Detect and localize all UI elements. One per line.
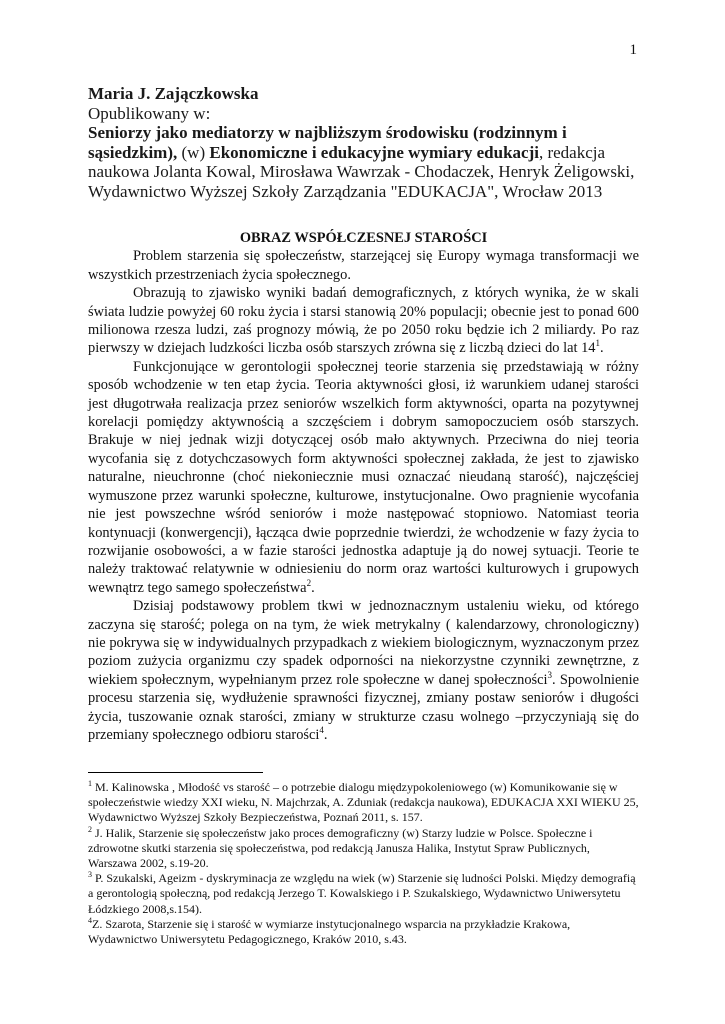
citation (88, 123, 648, 201)
in-marker: (w) (177, 142, 210, 162)
footnote-ref-1[interactable]: 1 (595, 338, 600, 349)
footnote-2 (88, 826, 639, 872)
footnote-ref-2[interactable]: 2 (306, 577, 312, 588)
author-name: Maria J. Zajączkowska (88, 84, 259, 103)
footnote-4 (88, 917, 639, 947)
footnote-3 (88, 871, 639, 917)
footnote-text: Z. Szarota, Starzenie się i starość w wymiarze instytucjonalnego wsparcia na przykładzie Krakowa, Wydawnictwo Uniwersytetu Pedagogicznego, Kraków 2010, s.43. (88, 916, 571, 947)
series-title: Ekonomiczne i edukacyjne wymiary edukacji (209, 142, 539, 162)
paragraph-4-text-a: Dzisiaj podstawowy problem tkwi w jednoznacznym ustaleniu wieku, od którego zaczyna się starość; polega on na tym, że wiek metrykalny ( kalendarzowy, chronologiczny) nie pokrywa się w indywidualnych przypadkach z wiekiem biologicznym, wyznaczonym przez poziom zużycia organizmu czy spadek odporności na niekorzystne czynniki zewnętrzne, z wiekiem społecznym, wypełnianym przez role społeczne w danej społeczności (88, 598, 639, 688)
paragraph-3-end: . (311, 579, 315, 596)
editors-text: , redakcja naukowa Jolanta Kowal, Mirosława Wawrzak - Chodaczek, Henryk Żeligowski, Wydawnictwo Wyższej Szkoły Zarządzania "EDUKACJA", Wrocław 2013 (88, 142, 635, 201)
paragraph-2-text: Obrazują to zjawisko wyniki badań demograficznych, z których wynika, że w skali świata ludzie powyżej 60 roku życia i starsi stanowią 20% populacji; obecnie jest to ponad 600 milionowa rzesza ludzi, zaś prognozy mówią, że po 2050 roku będzie ich 2 miliardy. Po raz pierwszy w dziejach ludzkości liczba osób starszych zrówna się z liczbą dzieci do lat 14 (88, 285, 639, 357)
article-body (88, 229, 639, 744)
paragraph-2-end: . (599, 340, 604, 357)
footnote-1 (88, 780, 639, 826)
footnote-mark: 2 (88, 824, 92, 834)
book-title: Seniorzy jako mediatorzy w najbliższym środowisku (rodzinnym i sąsiedzkim), (88, 123, 567, 162)
page-number: 1 (629, 42, 637, 58)
paragraph-4-end: . (323, 726, 328, 743)
footnote-text: P. Szukalski, Ageizm - dyskryminacja ze względu na wiek (w) Starzenie się ludności Polski. Między demografią a gerontologią społeczną, pod redakcją Jerzego T. Kowalskiego i P. Szukalskiego, Wydawnictwo Uniwersytetu Łódzkiego 2008,s.154). (88, 871, 636, 916)
published-label: Opublikowany w: (88, 103, 211, 123)
footnotes (88, 772, 639, 947)
paragraph-1: Problem starzenia się społeczeństw, starzejącej się Europy wymaga transformacji we wszystkich przestrzeniach życia społecznego. (88, 248, 639, 283)
footnote-ref-3[interactable]: 3 (547, 669, 553, 680)
footnote-separator (88, 772, 263, 773)
paragraph-4-text-b: . Spowolnienie procesu starzenia się, wydłużenie sprawności fizycznej, zmiany postaw seniorów i długości życia, tuszowanie oznak starości, zmiany w strukturze czasu wolnego –przyczyniają się do przemiany społecznego odbioru starości (88, 671, 639, 743)
footnote-text: J. Halik, Starzenie się społeczeństw jako proces demograficzny (w) Starzy ludzie w Polsce. Społeczne i zdrowotne skutki starzenia się społeczeństwa, pod redakcją Janusza Halika, Instytut Spraw Publicznych, Warszawa 2002, s.19-20. (88, 825, 593, 871)
footnote-mark: 3 (88, 870, 92, 880)
paragraph-3 (88, 358, 639, 597)
publication-header (88, 84, 648, 201)
footnote-ref-4[interactable]: 4 (319, 725, 324, 736)
paragraph-2 (88, 284, 639, 358)
footnote-mark: 4 (88, 915, 92, 925)
paragraph-3-text: Funkcjonujące w gerontologii społecznej teorie starzenia się przedstawiają w różny sposób wchodzenie w ten etap życia. Teoria aktywności głosi, iż warunkiem udanej starości jest długotrwała realizacja przez seniorów wszelkich form aktywności, oparta na pozytywnej korelacji pomiędzy aktywnością a szczęściem i dobrym samopoczuciem osób starszych. Brakuje w niej jednak wizji dotyczącej osób mało aktywnych. Przeciwna do niej teoria wycofania się z dotychczasowych form aktywności społecznej zakłada, że jest to zjawisko naturalne, nieuchronne (choć niekoniecznie musi oznaczać nieudaną starość), najczęściej wymuszone przez warunki społeczne, kulturowe, instytucjonalne. Owo pragnienie wycofania nie jest powszechne wśród seniorów i może następować stopniowo. Natomiast teoria kontynuacji (konwergencji), łącząca dwie poprzednie twierdzi, że wchodzenie w fazy życia to rozwijanie osobowości, a w fazie starości jednostka adaptuje ją do nowej sytuacji. Teorie te należy traktować relatywnie w odniesieniu do norm oraz wartości kulturowych i grupowych wewnątrz tego samego społeczeństwa (88, 358, 639, 596)
footnote-text: M. Kalinowska , Młodość vs starość – o potrzebie dialogu międzypokoleniowego (w) Komunikowanie się w społeczeństwie wiedzy XXI wieku, N. Majchrzak, A. Zduniak (redakcja naukowa), EDUKACJA XXI WIEKU 25, Wydawnictwo Wyższej Szkoły Bezpieczeństwa, Poznań 2011, s. 157. (88, 780, 639, 825)
article-heading: OBRAZ WSPÓŁCZESNEJ STAROŚCI (239, 230, 488, 246)
paragraph-4 (88, 597, 639, 744)
footnote-mark: 1 (88, 779, 92, 788)
